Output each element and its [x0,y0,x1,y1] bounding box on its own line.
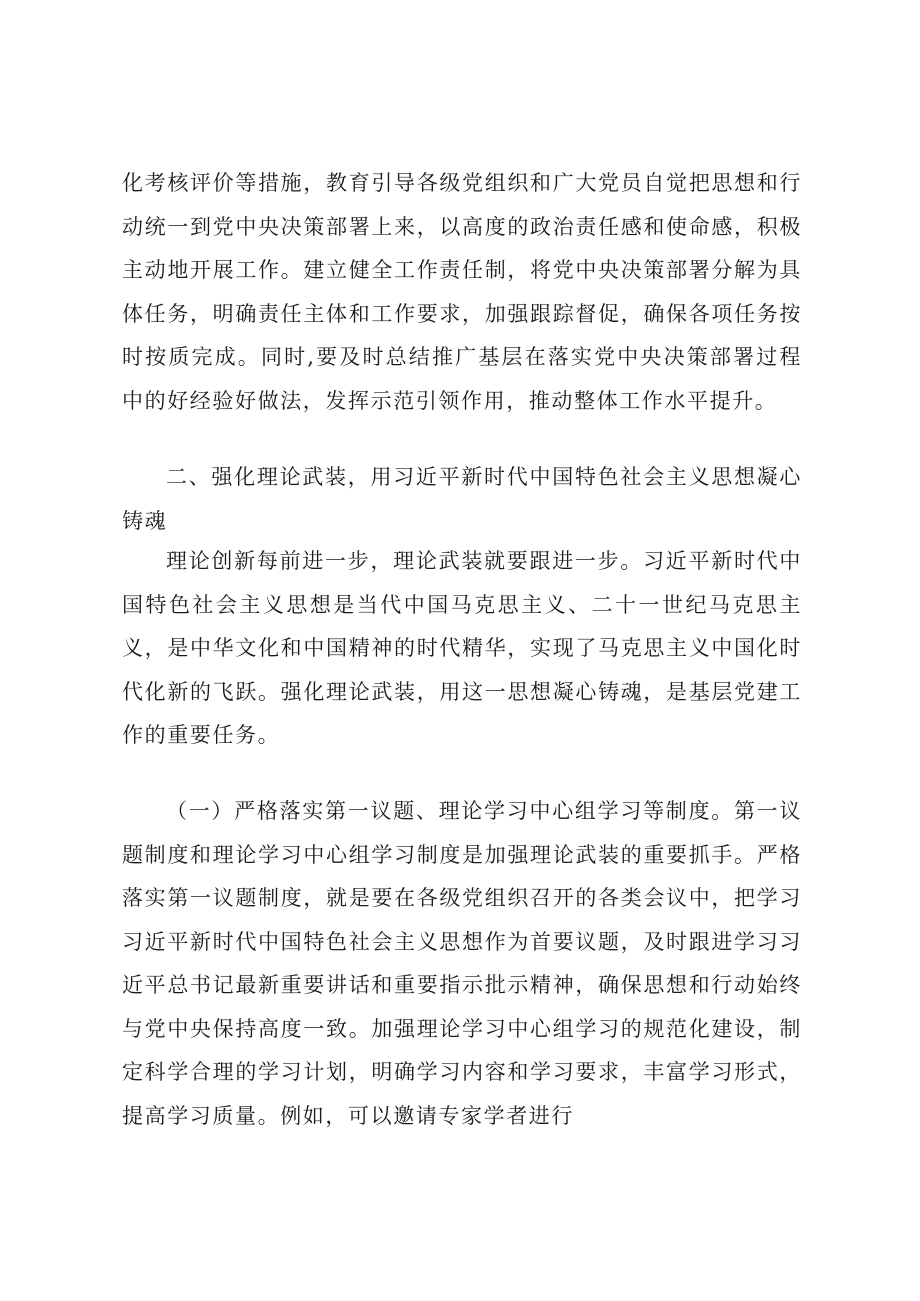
subsection-paragraph: （一）严格落实第一议题、理论学习中心组学习等制度。第一议题制度和理论学习中心组学习制度是加强理论武装的重要抓手。严格落实第一议题制度，就是要在各级党组织召开的各类会议中，把学习习近平新时代中国特色社会主义思想作为首要议题，及时跟进学习习近平总书记最新重要讲话和重要指示批示精神，确保思想和行动始终与党中央保持高度一致。加强理论学习中心组学习的规范化建设，制定科学合理的学习计划，明确学习内容和学习要求，丰富学习形式，提高学习质量。例如，可以邀请专家学者进行 [122,799,802,1128]
paragraph-continuation: 化考核评价等措施，教育引导各级党组织和广大党员自觉把思想和行动统一到党中央决策部署上来，以高度的政治责任感和使命感，积极主动地开展工作。建立健全工作责任制，将党中央决策部署分解为具体任务，明确责任主体和工作要求，加强跟踪督促，确保各项任务按时按质完成。同时,要及时总结推广基层在落实党中央决策部署过程中的好经验好做法，发挥示范引领作用，推动整体工作水平提升。 [122,171,802,413]
section-heading: 二、强化理论武装，用习近平新时代中国特色社会主义思想凝心铸魂 [122,465,802,533]
paragraph-body: 理论创新每前进一步，理论武装就要跟进一步。习近平新时代中国特色社会主义思想是当代中国马克思主义、二十一世纪马克思主义，是中华文化和中国精神的时代精华，实现了马克思主义中国化时代化新的飞跃。强化理论武装，用这一思想凝心铸魂，是基层党建工作的重要任务。 [122,549,802,747]
